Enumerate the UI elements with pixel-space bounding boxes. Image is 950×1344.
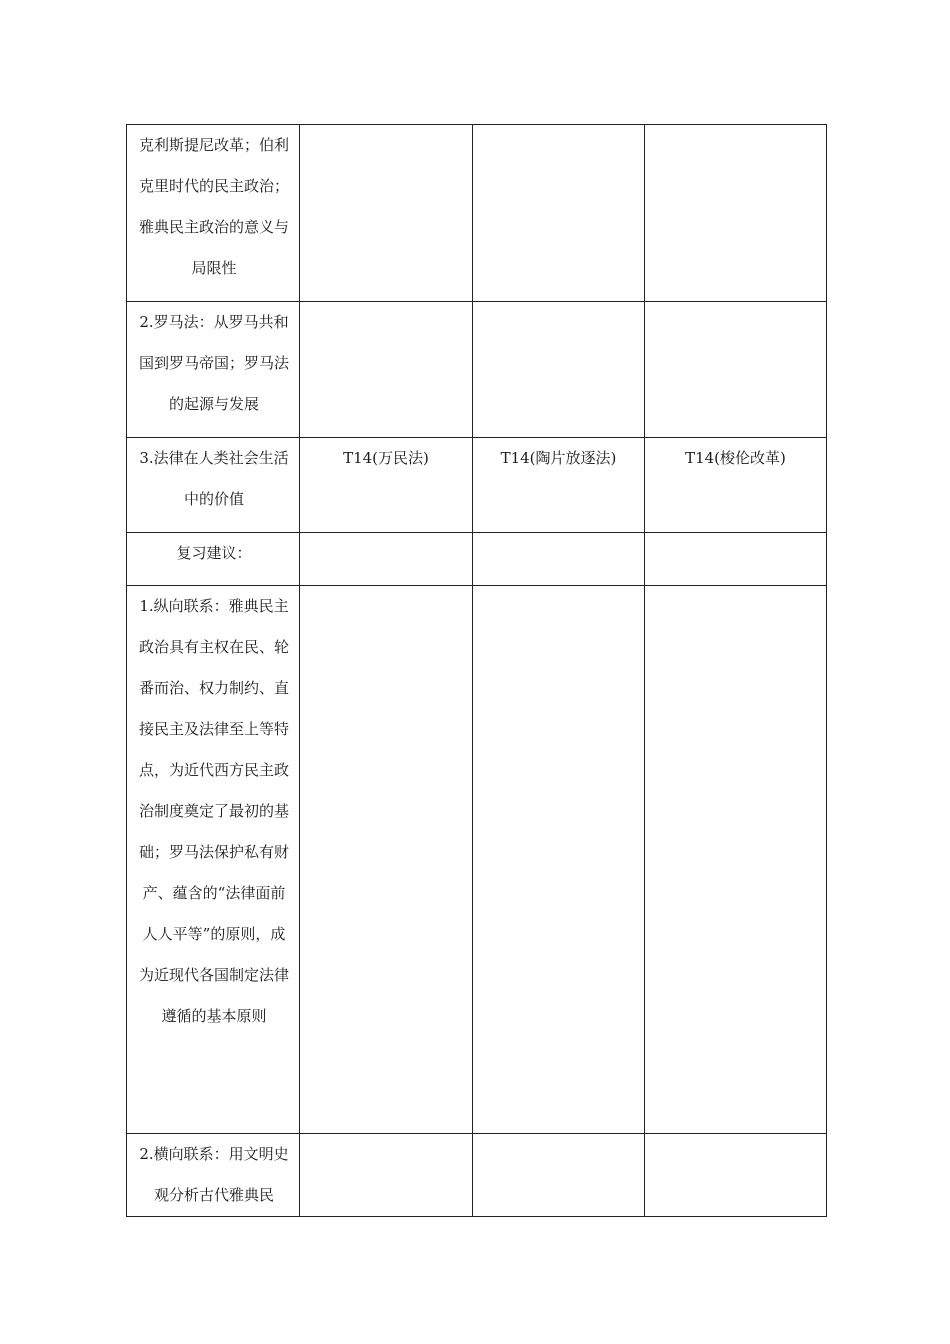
table-row — [127, 125, 827, 302]
topic-cell — [127, 1134, 300, 1217]
table-row — [127, 438, 827, 533]
cell — [645, 302, 827, 438]
cell — [473, 302, 645, 438]
cell — [473, 586, 645, 1134]
cell — [300, 1134, 473, 1217]
topic-text: 克利斯提尼改革；伯利克里时代的民主政治；雅典民主政治的意义与局限性 — [138, 136, 289, 277]
topic-text: 1.纵向联系：雅典民主政治具有主权在民、轮番而治、权力制约、直接民主及法律至上等特点，为近代西方民主政治制度奠定了最初的基础；罗马法保护私有财产、蕴含的“法律面前人人平等”的原则，成为近现代各国制定法律遵循的基本原则 — [138, 597, 289, 1025]
question-ref: T14(万民法) — [343, 449, 429, 467]
cell — [300, 125, 473, 302]
cell — [300, 586, 473, 1134]
cell — [645, 125, 827, 302]
table-row — [127, 1134, 827, 1217]
cell — [645, 533, 827, 586]
review-table — [126, 124, 827, 1217]
question-ref-cell — [300, 438, 473, 533]
cell — [473, 125, 645, 302]
cell — [473, 533, 645, 586]
topic-cell — [127, 302, 300, 438]
question-ref: T14(陶片放逐法) — [500, 449, 617, 467]
topic-text: 2.罗马法：从罗马共和国到罗马帝国；罗马法的起源与发展 — [138, 313, 289, 413]
topic-cell — [127, 438, 300, 533]
question-ref: T14(梭伦改革) — [685, 449, 786, 467]
question-ref-cell — [645, 438, 827, 533]
topic-cell — [127, 125, 300, 302]
question-ref-cell — [473, 438, 645, 533]
cell — [300, 302, 473, 438]
cell — [473, 1134, 645, 1217]
topic-text: 3.法律在人类社会生活中的价值 — [139, 449, 289, 508]
table-row — [127, 533, 827, 586]
topic-text: 2.横向联系：用文明史观分析古代雅典民 — [139, 1145, 289, 1204]
heading-cell — [127, 533, 300, 586]
review-suggestion-heading: 复习建议： — [176, 544, 252, 562]
cell — [645, 586, 827, 1134]
topic-cell — [127, 586, 300, 1134]
table-row — [127, 586, 827, 1134]
cell — [300, 533, 473, 586]
table-row — [127, 302, 827, 438]
cell — [645, 1134, 827, 1217]
